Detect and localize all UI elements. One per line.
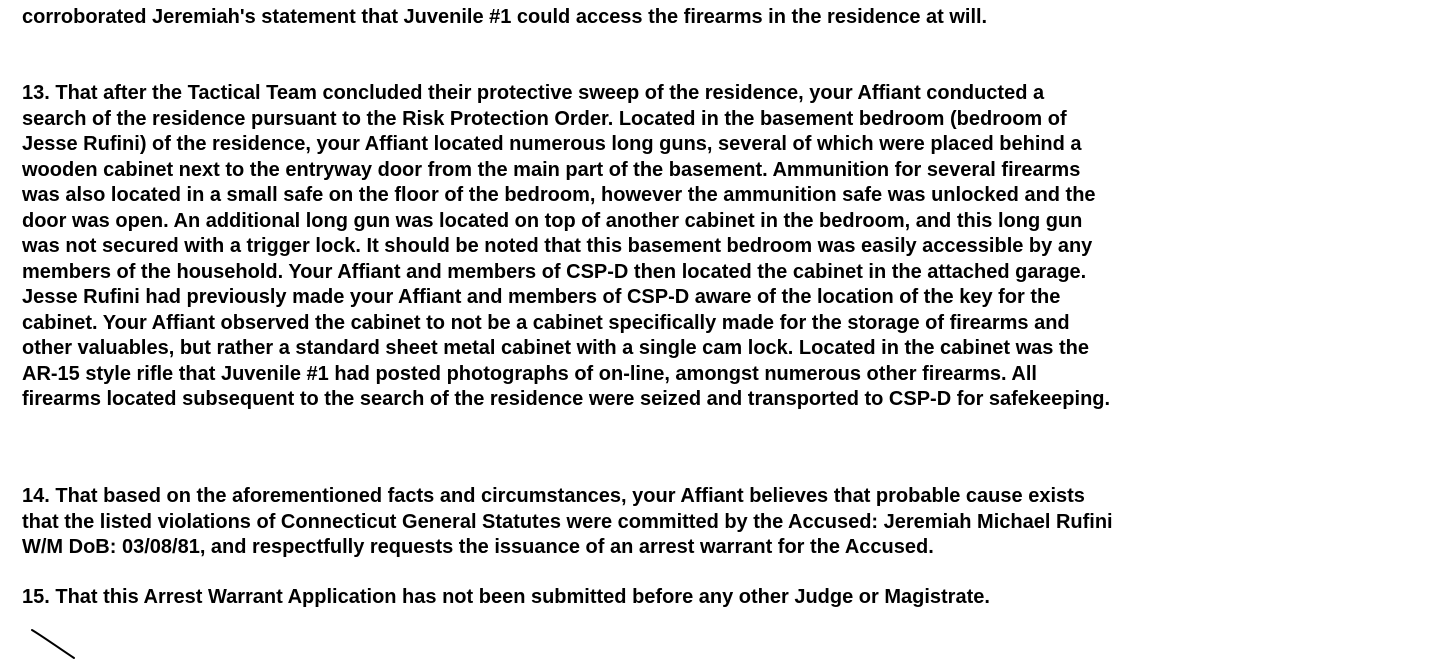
cut-off-text-line [22, 0, 422, 2]
text-line: W/M DoB: 03/08/81, and respectfully requests the issuance of an arrest warrant for the Accused. [22, 536, 934, 558]
text-line: was not secured with a trigger lock. It should be noted that this basement bedroom was easily accessible by any [22, 235, 1093, 257]
text-line: 13. That after the Tactical Team concluded their protective sweep of the residence, your Affiant conducted a [22, 82, 1045, 104]
paragraph-13 [22, 81, 1110, 413]
text-line: cabinet. Your Affiant observed the cabinet to not be a cabinet specifically made for the storage of firearms and [22, 311, 1070, 334]
paragraph-continuation [22, 5, 987, 31]
text-line: door was open. An additional long gun was located on top of another cabinet in the bedroom, and this long gun [22, 209, 1083, 232]
text-line: members of the household. Your Affiant and members of CSP-D then located the cabinet in the attached garage. [22, 260, 1087, 283]
paragraph-15 [22, 585, 990, 611]
text-line: was also located in a small safe on the floor of the bedroom, however the ammunition safe was unlocked and the [22, 184, 1096, 206]
paragraph-14 [22, 484, 1113, 561]
cut-off-text [22, 0, 146, 2]
text-line: that the listed violations of Connecticut General Statutes were committed by the Accused: Jeremiah Michael Rufini [22, 510, 1113, 533]
document-page [22, 0, 1422, 666]
text-line: 14. That based on the aforementioned facts and circumstances, your Affiant believes that probable cause exists [22, 485, 1085, 507]
text-line: Jesse Rufini) of the residence, your Affiant located numerous long guns, several of which were placed behind a [22, 133, 1082, 155]
text-line: corroborated Jeremiah's statement that Juvenile #1 could access the firearms in the residence at will. [22, 6, 988, 28]
text-line: other valuables, but rather a standard sheet metal cabinet with a single cam lock. Located in the cabinet was the [22, 337, 1089, 359]
text-line: search of the residence pursuant to the Risk Protection Order. Located in the basement bedroom (bedroom of [22, 107, 1067, 130]
text-line: 15. That this Arrest Warrant Application has not been submitted before any other Judge or Magistrate. [22, 586, 990, 608]
text-line: AR-15 style rifle that Juvenile #1 had posted photographs of on-line, amongst numerous other firearms. All [22, 362, 1037, 385]
text-line: Jesse Rufini had previously made your Affiant and members of CSP-D aware of the location of the key for the [22, 286, 1061, 308]
text-line: wooden cabinet next to the entryway door from the main part of the basement. Ammunition for several firearms [22, 158, 1081, 181]
pen-stroke-mark [30, 622, 90, 662]
text-line: firearms located subsequent to the search of the residence were seized and transported to CSP-D for safekeeping. [22, 388, 1111, 410]
